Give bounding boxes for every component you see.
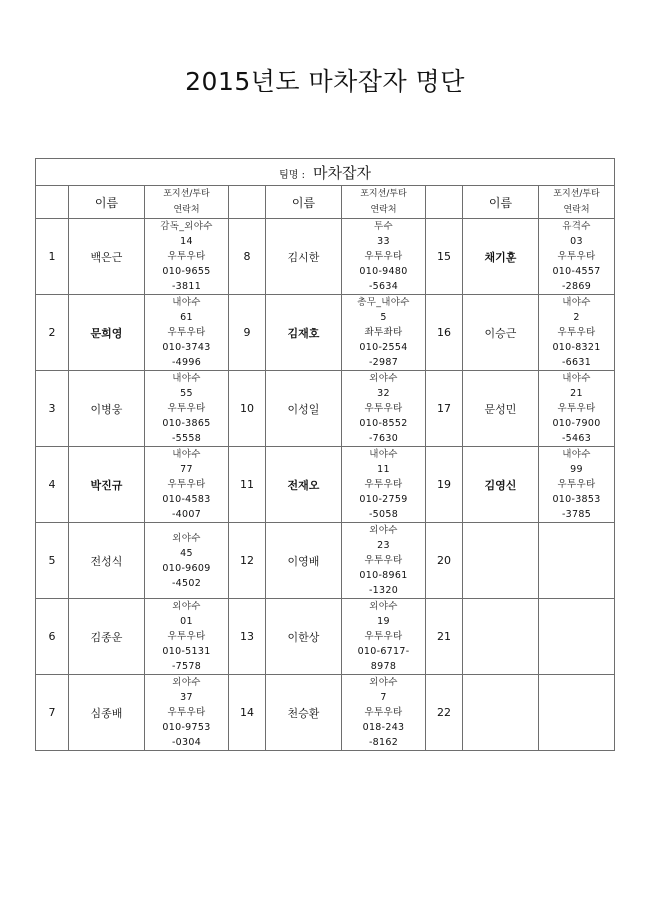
player-number: 17 — [426, 371, 463, 447]
player-number: 7 — [36, 675, 69, 751]
player-info — [342, 295, 426, 371]
player-info-line: 010-4557 — [552, 266, 601, 277]
player-name: 이승근 — [463, 295, 539, 371]
player-info-line: 내야수 — [562, 449, 591, 460]
player-info-line: 내야수 — [562, 297, 591, 308]
player-info — [145, 675, 229, 751]
player-info-line: 010-3853 — [552, 494, 601, 505]
player-info-line: 외야수 — [369, 373, 398, 384]
player-info-line: 총무_내야수 — [357, 297, 410, 308]
player-info-line: -3785 — [561, 509, 592, 520]
player-number: 16 — [426, 295, 463, 371]
player-info-line: 외야수 — [172, 532, 201, 544]
player-number: 19 — [426, 447, 463, 523]
header-position-contact — [342, 186, 426, 219]
page-title: 2015년도 마차잡자 명단 — [185, 67, 465, 96]
player-info-line: -2987 — [368, 357, 399, 368]
player-name: 채기훈 — [463, 219, 539, 295]
player-info-line: 01 — [180, 616, 193, 627]
player-info-line: 우투우타 — [167, 707, 206, 718]
player-info-line: 투수 — [374, 221, 393, 232]
table-row — [36, 599, 615, 675]
player-info-line: 11 — [377, 464, 390, 475]
header-contact: 연락처 — [563, 205, 590, 215]
player-info-line: 우투우타 — [167, 327, 206, 338]
player-name: 박진규 — [69, 447, 145, 523]
player-info-line: -7630 — [368, 433, 399, 444]
player-info-line: 010-6717- — [357, 646, 410, 657]
header-contact: 연락처 — [370, 205, 397, 215]
player-info-line: 77 — [180, 464, 193, 475]
player-number: 15 — [426, 219, 463, 295]
header-name: 이름 — [69, 186, 145, 219]
player-info-line: 37 — [180, 692, 193, 703]
player-info-line: 010-4583 — [162, 494, 211, 505]
player-info-line: 우투우타 — [364, 631, 403, 642]
player-info-line: 외야수 — [369, 525, 398, 536]
player-number: 21 — [426, 599, 463, 675]
player-number: 8 — [229, 219, 266, 295]
header-contact: 연락처 — [173, 205, 200, 215]
player-info — [342, 523, 426, 599]
player-name: 이병웅 — [69, 371, 145, 447]
player-info-line: 우투우타 — [364, 479, 403, 490]
player-info-line: 8978 — [370, 661, 397, 672]
player-name: 이한상 — [266, 599, 342, 675]
player-info-line: -5058 — [368, 509, 399, 520]
player-name — [463, 523, 539, 599]
player-info — [145, 371, 229, 447]
player-info — [145, 295, 229, 371]
player-info-line: 우투우타 — [364, 555, 403, 566]
player-info-line: -4007 — [171, 509, 202, 520]
player-info-line: -4502 — [171, 577, 202, 589]
player-info-line: -5634 — [368, 281, 399, 292]
team-name: 마차잡자 — [312, 163, 371, 182]
header-name: 이름 — [463, 186, 539, 219]
player-info-line: 010-3865 — [162, 418, 211, 429]
player-info-line: 55 — [180, 388, 193, 399]
player-name: 전재오 — [266, 447, 342, 523]
player-info-line: -4996 — [171, 357, 202, 368]
player-info — [539, 599, 615, 675]
player-info — [342, 447, 426, 523]
player-info-line: 외야수 — [172, 677, 201, 688]
player-info-line: 외야수 — [172, 601, 201, 612]
player-info-line: 우투우타 — [557, 479, 596, 490]
player-info-line: 우투우타 — [364, 707, 403, 718]
player-name: 김재호 — [266, 295, 342, 371]
player-info-line: 2 — [573, 312, 580, 323]
player-number: 11 — [229, 447, 266, 523]
player-info-line: 010-8552 — [359, 418, 408, 429]
player-info-line: 010-2759 — [359, 494, 408, 505]
player-number: 4 — [36, 447, 69, 523]
player-number: 13 — [229, 599, 266, 675]
player-info-line: 우투우타 — [557, 251, 596, 262]
player-name: 백은근 — [69, 219, 145, 295]
header-row — [36, 186, 615, 219]
table-row — [36, 371, 615, 447]
player-info — [342, 675, 426, 751]
player-info-line: -3811 — [171, 281, 202, 292]
player-info-line: 010-5131 — [162, 646, 211, 657]
player-number: 14 — [229, 675, 266, 751]
header-position: 포지션/투타 — [553, 189, 600, 199]
player-info — [539, 675, 615, 751]
player-info-line: -0304 — [171, 737, 202, 748]
player-name: 김영신 — [463, 447, 539, 523]
player-name: 문희영 — [69, 295, 145, 371]
player-info — [342, 371, 426, 447]
player-info-line: -8162 — [368, 737, 399, 748]
player-info-line: -5463 — [561, 433, 592, 444]
player-info-line: 010-2554 — [359, 342, 408, 353]
table-row — [36, 219, 615, 295]
player-info — [539, 523, 615, 599]
player-info-line: 010-3743 — [162, 342, 211, 353]
table-row — [36, 447, 615, 523]
roster-table — [35, 158, 615, 751]
table-row — [36, 523, 615, 599]
player-number: 9 — [229, 295, 266, 371]
player-info-line: 우투우타 — [364, 403, 403, 414]
header-position-contact — [539, 186, 615, 219]
player-info-line: 03 — [570, 236, 583, 247]
player-info-line: 우투우타 — [557, 327, 596, 338]
header-num-cell — [36, 186, 69, 219]
player-info — [342, 599, 426, 675]
player-info-line: 우투우타 — [167, 631, 206, 642]
player-info — [145, 219, 229, 295]
player-info — [539, 295, 615, 371]
player-name: 천승환 — [266, 675, 342, 751]
player-info-line: -6631 — [561, 357, 592, 368]
player-info-line: 좌투좌타 — [364, 327, 403, 338]
player-name: 이성일 — [266, 371, 342, 447]
player-info-line: -1320 — [368, 585, 399, 596]
team-row — [36, 159, 615, 186]
player-info-line: 내야수 — [562, 373, 591, 384]
header-name: 이름 — [266, 186, 342, 219]
player-info-line: 010-8321 — [552, 342, 601, 353]
player-info-line: 외야수 — [369, 601, 398, 612]
player-number: 20 — [426, 523, 463, 599]
player-info-line: 32 — [377, 388, 390, 399]
player-info-line: 7 — [380, 692, 387, 703]
player-name — [463, 599, 539, 675]
player-info-line: 018-243 — [362, 722, 405, 733]
team-label: 팀명 : — [279, 169, 305, 181]
player-info-line: 19 — [377, 616, 390, 627]
player-number: 10 — [229, 371, 266, 447]
player-info-line: 5 — [380, 312, 387, 323]
player-number: 22 — [426, 675, 463, 751]
player-info-line: 99 — [570, 464, 583, 475]
player-info-line: 유격수 — [562, 221, 591, 232]
player-info-line: 우투우타 — [167, 479, 206, 490]
player-info-line: 내야수 — [369, 449, 398, 460]
player-info-line: 010-9753 — [162, 722, 211, 733]
player-info-line: 010-9480 — [359, 266, 408, 277]
table-row — [36, 675, 615, 751]
player-info-line: 61 — [180, 312, 193, 323]
player-info-line: 내야수 — [172, 373, 201, 384]
player-info-line: -5558 — [171, 433, 202, 444]
player-info-line: 010-9609 — [162, 562, 211, 574]
player-info-line: 010-8961 — [359, 570, 408, 581]
player-info-line: 내야수 — [172, 449, 201, 460]
header-position: 포지션/투타 — [163, 189, 210, 199]
player-info — [539, 219, 615, 295]
player-info — [145, 599, 229, 675]
player-info-line: 45 — [180, 547, 193, 559]
header-num-cell — [229, 186, 266, 219]
player-info-line: 우투우타 — [167, 251, 206, 262]
player-info-line: -7578 — [171, 661, 202, 672]
player-number: 12 — [229, 523, 266, 599]
player-info — [145, 447, 229, 523]
player-info — [342, 219, 426, 295]
player-info-line: 23 — [377, 540, 390, 551]
player-info-line: 외야수 — [369, 677, 398, 688]
header-position: 포지션/투타 — [360, 189, 407, 199]
player-number: 3 — [36, 371, 69, 447]
player-name — [463, 675, 539, 751]
player-info-line: 우투우타 — [167, 403, 206, 414]
header-num-cell — [426, 186, 463, 219]
table-row — [36, 295, 615, 371]
player-info-line: 010-9655 — [162, 266, 211, 277]
player-info-line: -2869 — [561, 281, 592, 292]
player-number: 5 — [36, 523, 69, 599]
player-number: 6 — [36, 599, 69, 675]
player-info-line: 감독_외야수 — [160, 221, 213, 232]
player-info-line: 14 — [180, 236, 193, 247]
player-name: 이영배 — [266, 523, 342, 599]
player-info-line: 33 — [377, 236, 390, 247]
player-info-line: 010-7900 — [552, 418, 601, 429]
player-info-line: 우투우타 — [557, 403, 596, 414]
player-info — [539, 371, 615, 447]
player-info — [539, 447, 615, 523]
player-name: 김종운 — [69, 599, 145, 675]
player-number: 1 — [36, 219, 69, 295]
header-position-contact — [145, 186, 229, 219]
player-name: 전성식 — [69, 523, 145, 599]
player-name: 김시한 — [266, 219, 342, 295]
player-info-line: 내야수 — [172, 297, 201, 308]
player-name: 심종배 — [69, 675, 145, 751]
player-info-line: 우투우타 — [364, 251, 403, 262]
player-info-line: 21 — [570, 388, 583, 399]
player-name: 문성민 — [463, 371, 539, 447]
player-number: 2 — [36, 295, 69, 371]
player-info — [145, 523, 229, 599]
